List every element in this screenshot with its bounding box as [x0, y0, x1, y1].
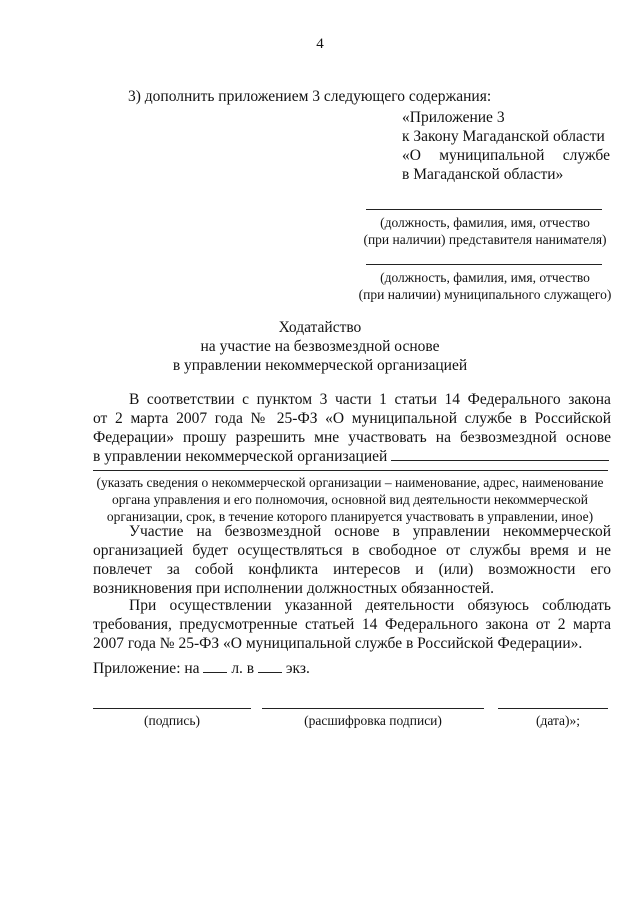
employer-rep-caption [350, 214, 620, 248]
attachment-copies-fill[interactable] [258, 672, 282, 673]
attachment-pages-fill[interactable] [203, 672, 227, 673]
organization-fill-line[interactable] [391, 460, 609, 461]
organization-details-caption [80, 474, 620, 525]
word: статьи [394, 391, 437, 408]
signature-decode-caption: (расшифровка подписи) [304, 713, 442, 728]
petition-title-line-1: Ходатайство [278, 319, 362, 336]
word: с [242, 391, 249, 408]
employee-caption-line-2: (при наличии) муниципального служащего) [358, 287, 612, 302]
word: 1 [379, 391, 387, 408]
date-line[interactable] [498, 708, 608, 709]
attachment-prefix: Приложение: на [93, 660, 200, 677]
annex-line-2: к Закону Магаданской области [402, 128, 605, 145]
signature-line[interactable] [93, 708, 251, 709]
word: закона [568, 391, 611, 408]
annex-line-3-word-3: службе [562, 147, 610, 164]
annex-line-3-word-2: муниципальной [439, 147, 545, 164]
employer-rep-signature-line [366, 209, 602, 210]
paragraph-1-line-2: от 2 марта 2007 года № 25-ФЗ «О муниципальной службе в Российской [93, 410, 611, 427]
employee-caption [350, 269, 620, 303]
caption-line-2: органа управления и его полномочия, основной вид деятельности некоммерческой [112, 492, 588, 507]
annex-line-3-word-1: «О [402, 147, 421, 164]
employer-rep-caption-line-2: (при наличии) представителя нанимателя) [363, 232, 607, 247]
employee-signature-line [366, 264, 602, 265]
paragraph-2-text: Участие на безвозмездной основе в управлении некоммерческой организацией будет осуществляться в свободное от службы время и не повлечет за собой конфликта интересов и (или) возможности его возникновения при исполнении должностных обязанностей. [93, 523, 611, 597]
caption-line-3: организации, срок, в течение которого планируется участвовать в управлении, иное) [106, 509, 594, 524]
paragraph-3-text: При осуществлении указанной деятельности обязуюсь соблюдать требования, предусмотренные статьей 14 Федерального закона от 2 марта 2007 года № 25-ФЗ «О муниципальной службе в Российской Федерации». [93, 597, 611, 652]
petition-title [0, 318, 640, 375]
word: Федерального [467, 391, 561, 408]
annex-line-3 [402, 146, 610, 165]
paragraph-1-line-3: Федерации» прошу разрешить мне участвовать на безвозмездной основе [93, 429, 611, 446]
attachment-suffix: экз. [285, 660, 310, 677]
petition-paragraph-1 [93, 390, 611, 466]
petition-title-line-2: на участие на безвозмездной основе [200, 338, 440, 355]
signature-decode-line[interactable] [262, 708, 484, 709]
attachment-line [93, 660, 310, 678]
word: 3 [319, 391, 328, 408]
annex-header [402, 108, 612, 184]
caption-line-1: (указать сведения о некоммерческой организации – наименование, адрес, наименование [96, 475, 604, 490]
employee-caption-line-1: (должность, фамилия, имя, отчество [380, 270, 590, 285]
paragraph-1-line-4-text: в управлении некоммерческой организацией [93, 448, 388, 465]
annex-line-1: «Приложение 3 [402, 109, 505, 126]
organization-details-fill-line[interactable] [93, 470, 608, 471]
paragraph-1-line-1 [93, 390, 611, 409]
annex-line-4: в Магаданской области» [402, 166, 564, 183]
petition-paragraph-3 [93, 596, 611, 653]
petition-paragraph-2 [93, 522, 611, 598]
signature-caption: (подпись) [143, 713, 201, 728]
page-number: 4 [316, 36, 324, 52]
word: В [129, 391, 140, 408]
date-caption: (дата)»; [535, 713, 581, 728]
word: пунктом [256, 391, 313, 408]
employer-rep-caption-line-1: (должность, фамилия, имя, отчество [380, 215, 590, 230]
amendment-lead: 3) дополнить приложением 3 следующего содержания: [128, 88, 492, 105]
word: 14 [444, 391, 461, 408]
word: соответствии [146, 391, 235, 408]
paragraph-1-line-4 [93, 447, 611, 466]
petition-title-line-3: в управлении некоммерческой организацией [172, 357, 468, 374]
attachment-middle: л. в [231, 660, 255, 677]
word: части [334, 391, 372, 408]
